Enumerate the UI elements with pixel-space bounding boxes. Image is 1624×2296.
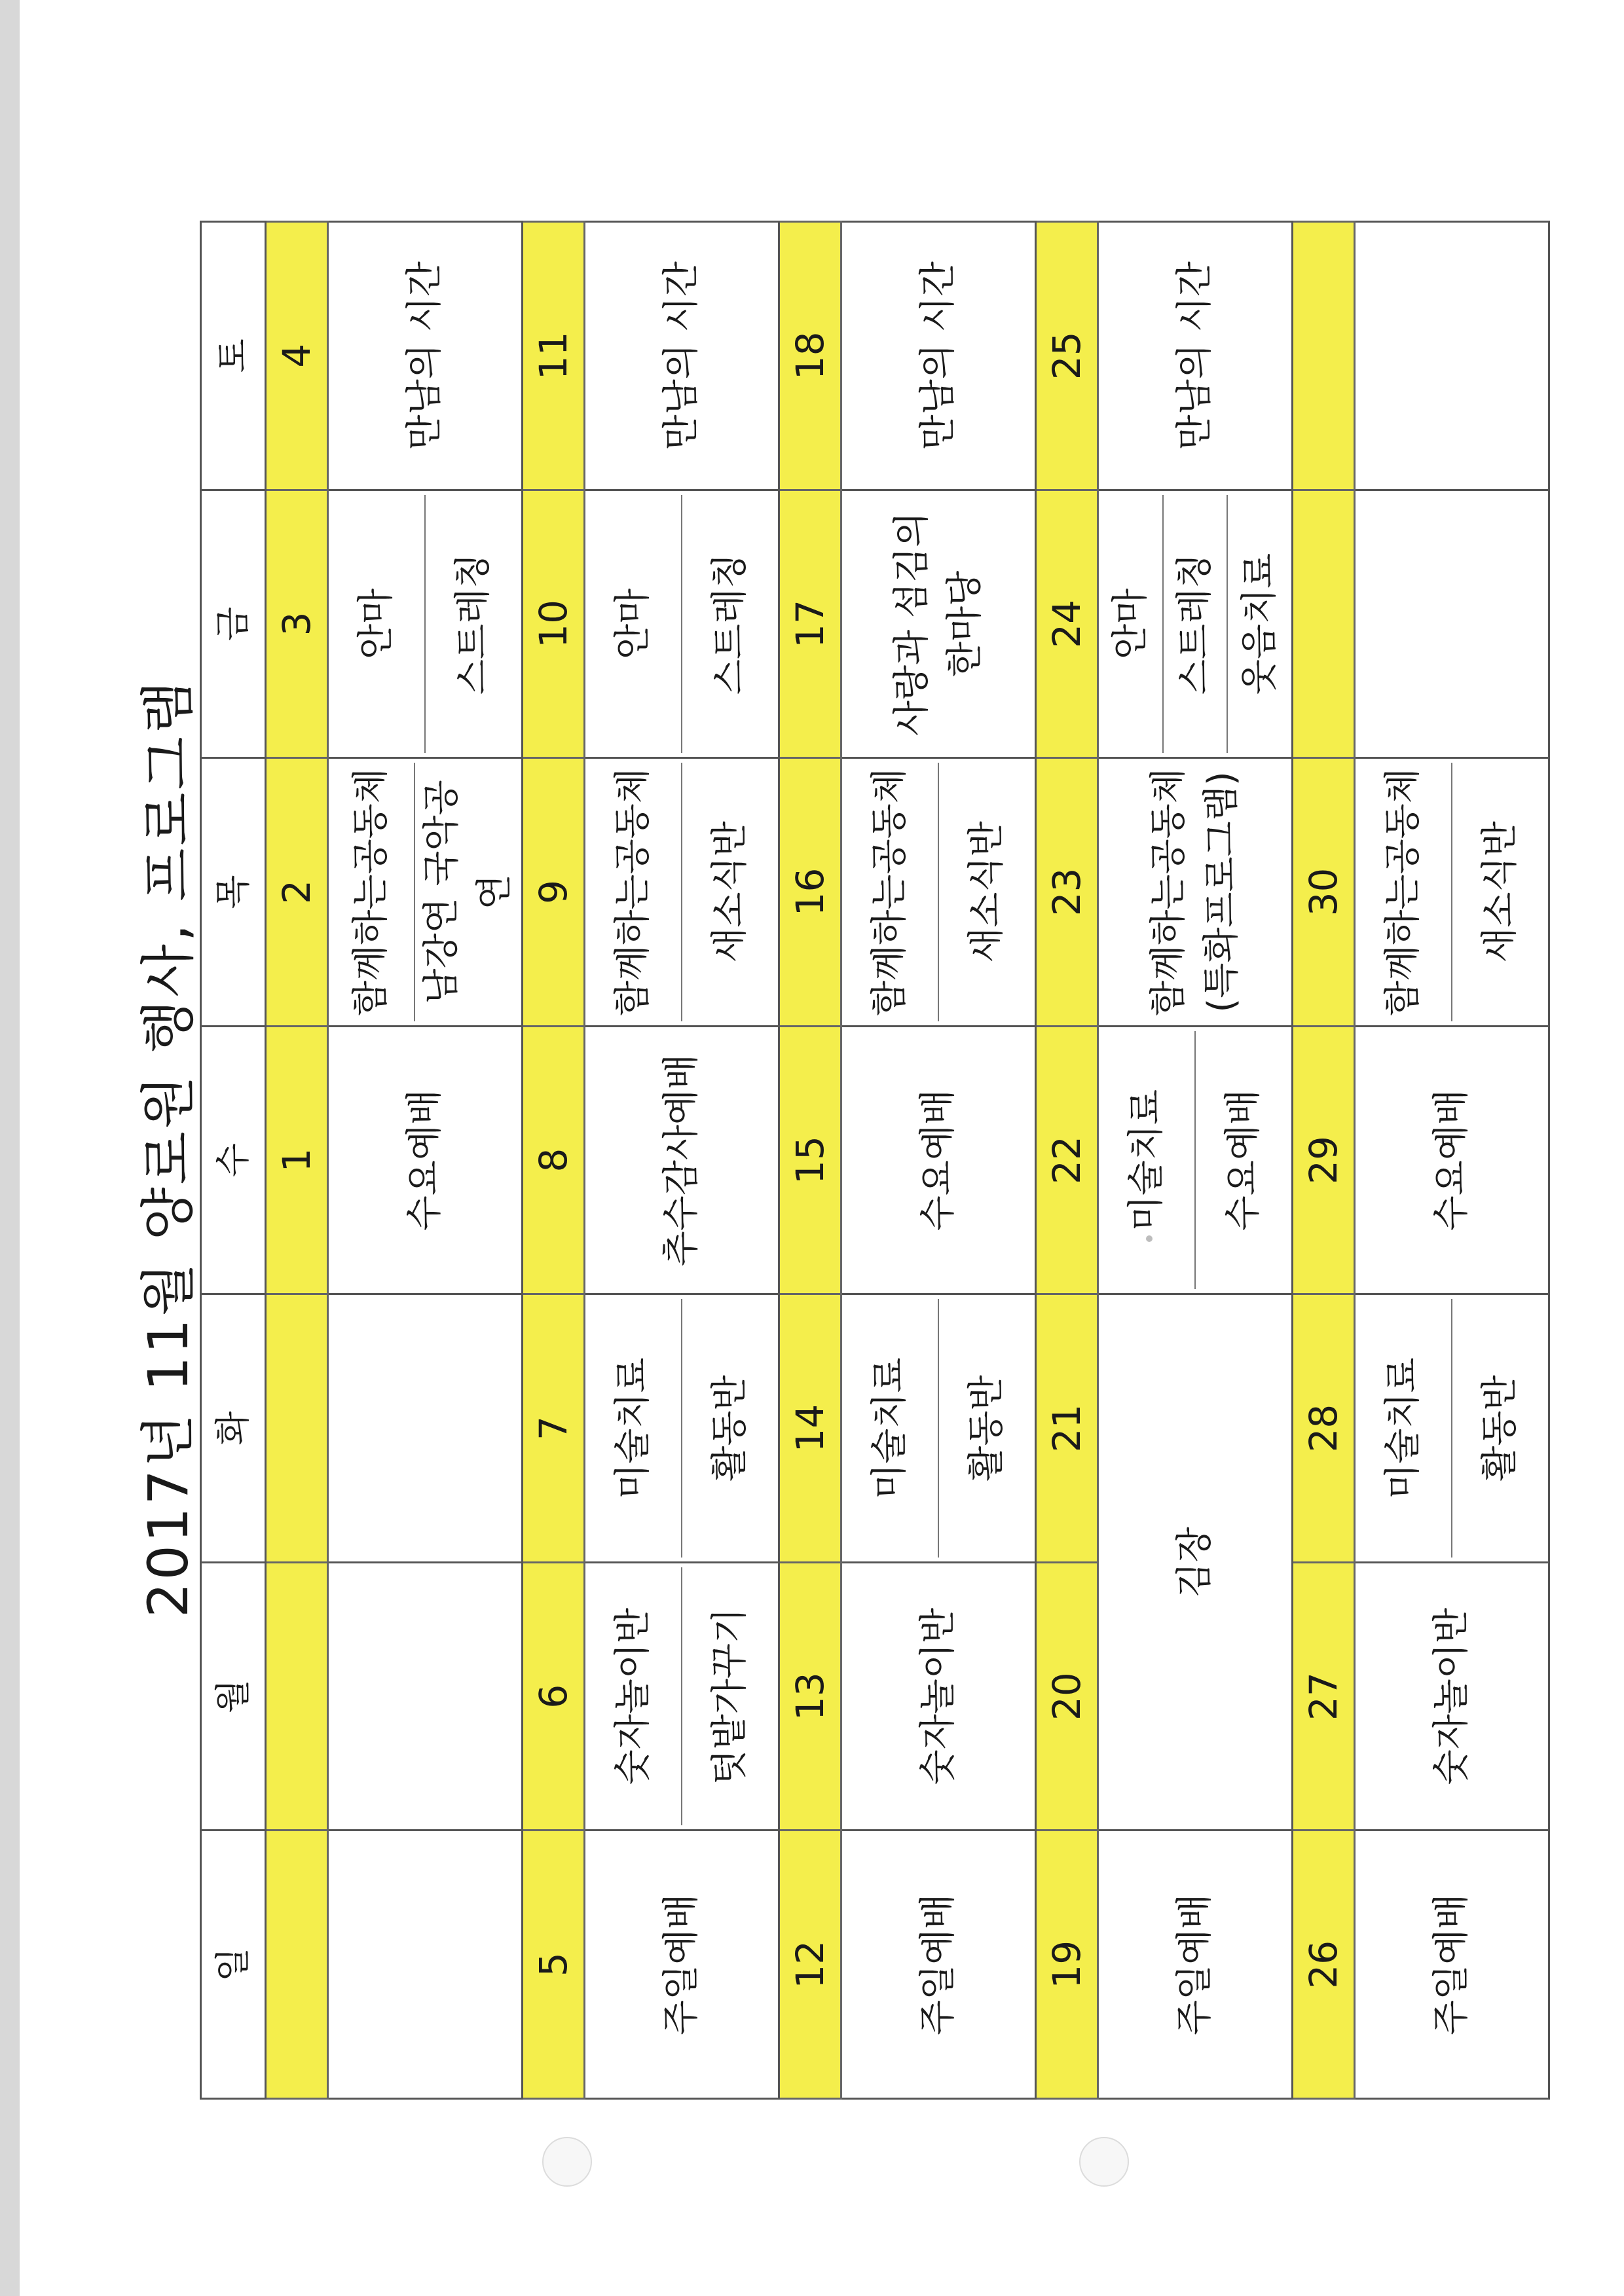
event-stack <box>585 763 778 1021</box>
date-row <box>1293 222 1355 2099</box>
event-item: 활동반 <box>681 1299 778 1558</box>
event-item: 미술치료 <box>1382 1357 1425 1499</box>
event-row <box>328 222 523 2099</box>
event-stack <box>585 1299 778 1558</box>
date-cell-mon: 20 <box>1036 1562 1098 1831</box>
date-cell-tue: 14 <box>779 1294 841 1563</box>
event-item: 활동반 <box>1451 1299 1548 1558</box>
weekday-wed: 수 <box>201 1026 266 1294</box>
date-cell-sat: 4 <box>266 222 328 490</box>
date-cell-thu: 23 <box>1036 758 1098 1027</box>
event-cell-fri <box>328 490 523 758</box>
event-stack <box>329 495 521 754</box>
event-item: 남강연 국악공연 <box>414 763 521 1021</box>
event-cell-wed <box>1098 1026 1293 1294</box>
event-stack <box>329 763 521 1021</box>
weekday-tue: 화 <box>201 1294 266 1563</box>
event-cell-sat: 만남의 시간 <box>585 222 779 490</box>
date-cell-sat: 18 <box>779 222 841 490</box>
event-item: 웃음치료 <box>1227 495 1291 754</box>
date-cell-sun: 12 <box>779 1831 841 2099</box>
event-cell-tue <box>585 1294 779 1563</box>
date-cell-sat <box>1293 222 1355 490</box>
weekday-thu: 목 <box>201 758 266 1027</box>
date-row <box>1036 222 1098 2099</box>
event-cell-mon: 숫자놀이반 <box>841 1562 1036 1831</box>
event-cell-sat: 만남의 시간 <box>841 222 1036 490</box>
event-item: 새소식반 <box>681 763 778 1021</box>
event-cell-thu <box>1355 758 1549 1027</box>
weekday-sun: 일 <box>201 1831 266 2099</box>
event-item: 안마 <box>1109 588 1152 660</box>
event-cell-sat: 만남의 시간 <box>328 222 523 490</box>
event-cell-sun: 주일예배 <box>1098 1831 1293 2099</box>
event-stack <box>842 763 1035 1021</box>
event-row <box>585 222 779 2099</box>
date-cell-wed: 1 <box>266 1026 328 1294</box>
event-cell-fri <box>1355 490 1549 758</box>
event-item: 새소식반 <box>1451 763 1548 1021</box>
date-cell-fri: 10 <box>523 490 585 758</box>
date-cell-tue <box>266 1294 328 1563</box>
date-cell-wed: 15 <box>779 1026 841 1294</box>
date-row <box>266 222 328 2099</box>
event-item: 숫자놀이반 <box>612 1607 655 1785</box>
date-cell-sun: 26 <box>1293 1831 1355 2099</box>
event-cell-thu <box>328 758 523 1027</box>
event-row <box>841 222 1036 2099</box>
event-item: 스트레칭 <box>424 495 521 754</box>
scan-speck <box>1146 1235 1153 1242</box>
date-cell-thu: 9 <box>523 758 585 1027</box>
event-cell-thu <box>841 758 1036 1027</box>
event-item: 안마 <box>355 588 398 660</box>
event-cell-mon-tue: 김장 <box>1098 1294 1293 1831</box>
date-cell-mon <box>266 1562 328 1831</box>
date-cell-tue: 21 <box>1036 1294 1098 1563</box>
date-cell-wed: 8 <box>523 1026 585 1294</box>
date-cell-tue: 7 <box>523 1294 585 1563</box>
date-row <box>779 222 841 2099</box>
date-row <box>523 222 585 2099</box>
event-cell-sat <box>1355 222 1549 490</box>
event-item: 함께하는공동체 <box>1382 768 1425 1016</box>
event-cell-sun: 주일예배 <box>585 1831 779 2099</box>
event-cell-wed: 수요예배 <box>1355 1026 1549 1294</box>
weekday-fri: 금 <box>201 490 266 758</box>
date-cell-fri: 24 <box>1036 490 1098 758</box>
date-cell-sun: 5 <box>523 1831 585 2099</box>
event-cell-fri <box>585 490 779 758</box>
weekday-sat: 토 <box>201 222 266 490</box>
event-cell-wed: 수요예배 <box>328 1026 523 1294</box>
date-cell-fri <box>1293 490 1355 758</box>
event-item: 안마 <box>612 588 655 660</box>
event-cell-sat: 만남의 시간 <box>1098 222 1293 490</box>
event-item: 스트레칭 <box>681 495 778 754</box>
event-stack <box>585 495 778 754</box>
event-item: 미술치료 <box>868 1357 912 1499</box>
date-cell-sat: 25 <box>1036 222 1098 490</box>
page-title: 2017년 11월 양로원 행사, 프로그램 <box>136 678 200 1618</box>
date-cell-wed: 22 <box>1036 1026 1098 1294</box>
date-cell-sat: 11 <box>523 222 585 490</box>
date-cell-mon: 27 <box>1293 1562 1355 1831</box>
event-item: 스트레칭 <box>1162 495 1227 754</box>
event-stack <box>1356 1299 1548 1558</box>
event-item: 미술치료 <box>1125 1089 1168 1231</box>
event-stack <box>1099 495 1291 754</box>
event-stack <box>842 1299 1035 1558</box>
date-cell-thu: 16 <box>779 758 841 1027</box>
weekday-mon: 월 <box>201 1562 266 1831</box>
event-cell-wed: 수요예배 <box>841 1026 1036 1294</box>
event-item: 함께하는공동체 <box>350 768 393 1016</box>
date-cell-mon: 13 <box>779 1562 841 1831</box>
event-item: 활동반 <box>938 1299 1035 1558</box>
event-item: 함께하는공동체 <box>612 768 655 1016</box>
event-row <box>1355 222 1549 2099</box>
event-item: 함께하는공동체 <box>868 768 912 1016</box>
event-cell-fri: 사랑과 섬김의 한마당 <box>841 490 1036 758</box>
event-cell-fri <box>1098 490 1293 758</box>
event-cell-mon: 숫자놀이반 <box>1355 1562 1549 1831</box>
date-cell-thu: 30 <box>1293 758 1355 1027</box>
date-cell-sun <box>266 1831 328 2099</box>
event-cell-thu: 함께하는공동체 (특화프로그램) <box>1098 758 1293 1027</box>
event-cell-sun: 주일예배 <box>1355 1831 1549 2099</box>
event-cell-tue <box>328 1294 523 1563</box>
date-cell-thu: 2 <box>266 758 328 1027</box>
event-cell-tue <box>841 1294 1036 1563</box>
event-cell-tue <box>1355 1294 1549 1563</box>
event-stack <box>1099 1031 1291 1290</box>
date-cell-tue: 28 <box>1293 1294 1355 1563</box>
date-cell-fri: 3 <box>266 490 328 758</box>
event-stack <box>585 1567 778 1826</box>
date-cell-mon: 6 <box>523 1562 585 1831</box>
event-cell-sun: 주일예배 <box>841 1831 1036 2099</box>
event-cell-thu <box>585 758 779 1027</box>
event-cell-mon <box>328 1562 523 1831</box>
monthly-calendar <box>200 221 1550 2100</box>
event-item: 새소식반 <box>938 763 1035 1021</box>
event-cell-mon <box>585 1562 779 1831</box>
event-stack <box>1356 763 1548 1021</box>
date-cell-wed: 29 <box>1293 1026 1355 1294</box>
event-row <box>1098 222 1293 2099</box>
event-cell-wed: 추수감사예배 <box>585 1026 779 1294</box>
event-item: 미술치료 <box>612 1357 655 1499</box>
event-item: 수요예배 <box>1194 1031 1291 1290</box>
weekday-header-row <box>201 222 266 2099</box>
date-cell-fri: 17 <box>779 490 841 758</box>
date-cell-sun: 19 <box>1036 1831 1098 2099</box>
event-cell-sun <box>328 1831 523 2099</box>
event-item: 텃밭가꾸기 <box>681 1567 778 1826</box>
